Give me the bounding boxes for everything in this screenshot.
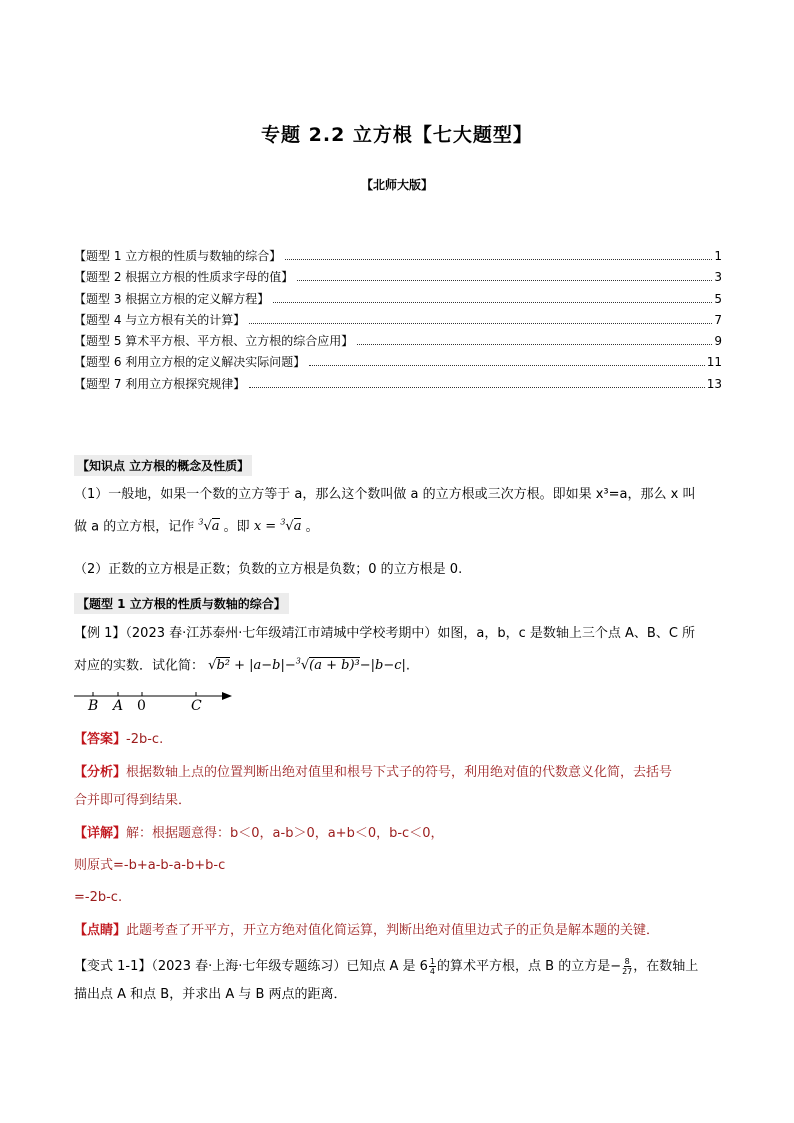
knowledge-line-2-end: 。 xyxy=(305,519,319,535)
toc-item-page: 13 xyxy=(706,376,722,391)
analysis xyxy=(74,759,722,815)
knowledge-line-2-text: 做 a 的立方根，记作 xyxy=(74,519,195,535)
toc-item[interactable] xyxy=(74,311,722,332)
answer-text: -2b-c. xyxy=(126,732,164,747)
toc-leader xyxy=(273,301,712,303)
fraction-denominator: 27 xyxy=(622,967,633,976)
toc-item-page: 3 xyxy=(714,270,722,285)
analysis-tag: 【分析】 xyxy=(74,765,127,780)
cube-root-formula: x = $^3$√a xyxy=(253,518,302,535)
number-line xyxy=(74,690,234,720)
fraction-numerator: 8 xyxy=(624,957,630,966)
toc-item-page: 5 xyxy=(714,291,722,306)
type1-heading: 【题型 1 立方根的性质与数轴的综合】 xyxy=(74,593,289,614)
detail-tag: 【详解】 xyxy=(74,826,127,841)
comment-text: 此题考查了开平方，开立方绝对值化简运算，判断出绝对值里边式子的正负是解本题的关键． xyxy=(126,923,660,938)
knowledge-line-1: （1）一般地，如果一个数的立方等于 a，那么这个数叫做 a 的立方根或三次方根。即如果 x³=a，那么 x 叫 xyxy=(74,487,696,502)
toc-item[interactable] xyxy=(74,268,722,289)
toc-item-page: 9 xyxy=(714,334,722,349)
detail-text-1: 解：根据题意得：b＜0，a-b＞0，a+b＜0，b-c＜0， xyxy=(126,826,444,841)
answer xyxy=(74,726,722,754)
fraction-denominator: 4 xyxy=(429,967,436,976)
analysis-text-1: 根据数轴上点的位置判断出绝对值里和根号下式子的符号，利用绝对值的代数意义化简，去括号 xyxy=(126,765,673,780)
toc-leader xyxy=(309,364,704,366)
variant-text-c: ，在数轴上 xyxy=(633,959,699,974)
toc-item-label: 【题型 6 利用立方根的定义解决实际问题】 xyxy=(74,355,306,370)
answer-tag: 【答案】 xyxy=(74,732,127,747)
example-line-2-text: 对应的实数．试化简： xyxy=(74,658,205,674)
variant-text-b: 的算术平方根，点 B 的立方是− xyxy=(437,959,622,974)
negative-fraction xyxy=(622,957,632,976)
mixed-fraction xyxy=(429,957,436,976)
analysis-text-2: 合并即可得到结果． xyxy=(74,793,192,808)
toc-leader xyxy=(357,343,712,345)
origin-label: 0 xyxy=(137,698,146,714)
knowledge-line-2-mid: 。即 xyxy=(223,519,250,535)
toc-leader xyxy=(249,386,704,388)
variant-line-2: 描出点 A 和点 B，并求出 A 与 B 两点的距离． xyxy=(74,987,347,1002)
fraction-numerator: 1 xyxy=(429,957,436,966)
toc-item[interactable] xyxy=(74,332,722,353)
toc-item-page: 1 xyxy=(714,249,722,263)
detail-text-3: =-2b-c. xyxy=(74,890,123,905)
toc-leader xyxy=(297,279,712,281)
point-a-label: A xyxy=(113,698,124,714)
page-title: 专题 2.2 立方根【七大题型】 xyxy=(261,124,533,146)
toc-leader xyxy=(285,258,712,260)
toc-item[interactable] xyxy=(74,247,722,268)
toc-item-page: 7 xyxy=(714,312,722,327)
toc-item[interactable] xyxy=(74,353,722,374)
example-1 xyxy=(74,620,722,680)
knowledge-heading: 【知识点 立方根的概念及性质】 xyxy=(74,455,252,476)
toc-item-label: 【题型 4 与立方根有关的计算】 xyxy=(74,312,246,327)
edition-subtitle: 【北师大版】 xyxy=(360,178,433,192)
knowledge-paragraph-1 xyxy=(74,481,722,541)
toc-item-page: 11 xyxy=(706,355,722,370)
detail xyxy=(74,820,722,912)
comment xyxy=(74,917,722,945)
toc-item[interactable] xyxy=(74,290,722,311)
comment-tag: 【点睛】 xyxy=(74,923,127,938)
toc-item-label: 【题型 1 立方根的性质与数轴的综合】 xyxy=(74,249,282,263)
variant-1-1 xyxy=(74,953,722,1009)
toc-item-label: 【题型 7 利用立方根探究规律】 xyxy=(74,376,246,391)
point-b-label: B xyxy=(88,698,99,714)
detail-text-2: 则原式=-b+a-b-a-b+b-c xyxy=(74,858,226,873)
cube-root-notation: $^3$√a xyxy=(198,518,220,535)
variant-text-a: （2023 春·上海·七年级专题练习）已知点 A 是 6 xyxy=(151,959,428,974)
toc-item-label: 【题型 3 根据立方根的定义解方程】 xyxy=(74,291,270,306)
table-of-contents xyxy=(74,247,722,396)
variant-tag: 【变式 1-1】 xyxy=(74,959,152,974)
toc-item-label: 【题型 2 根据立方根的性质求字母的值】 xyxy=(74,270,294,285)
example-line-2: 对应的实数．试化简： √b² + |a−b|−$^3$√(a + b)³−|b−c|. xyxy=(74,657,411,674)
knowledge-paragraph-2: （2）正数的立方根是正数；负数的立方根是负数；0 的立方根是 0. xyxy=(74,562,463,577)
example-expression: √b² + |a−b|−$^3$√(a + b)³−|b−c| xyxy=(208,657,406,674)
example-line-1: 【例 1】（2023 春·江苏泰州·七年级靖江市靖城中学校考期中）如图，a，b，c 是数轴上三个点 A、B、C 所 xyxy=(74,626,696,641)
toc-item-label: 【题型 5 算术平方根、平方根、立方根的综合应用】 xyxy=(74,334,354,349)
knowledge-line-2 xyxy=(74,509,722,541)
toc-item[interactable] xyxy=(74,375,722,396)
variant-line-1 xyxy=(74,953,722,981)
toc-leader xyxy=(249,322,712,324)
point-c-label: C xyxy=(191,698,202,714)
